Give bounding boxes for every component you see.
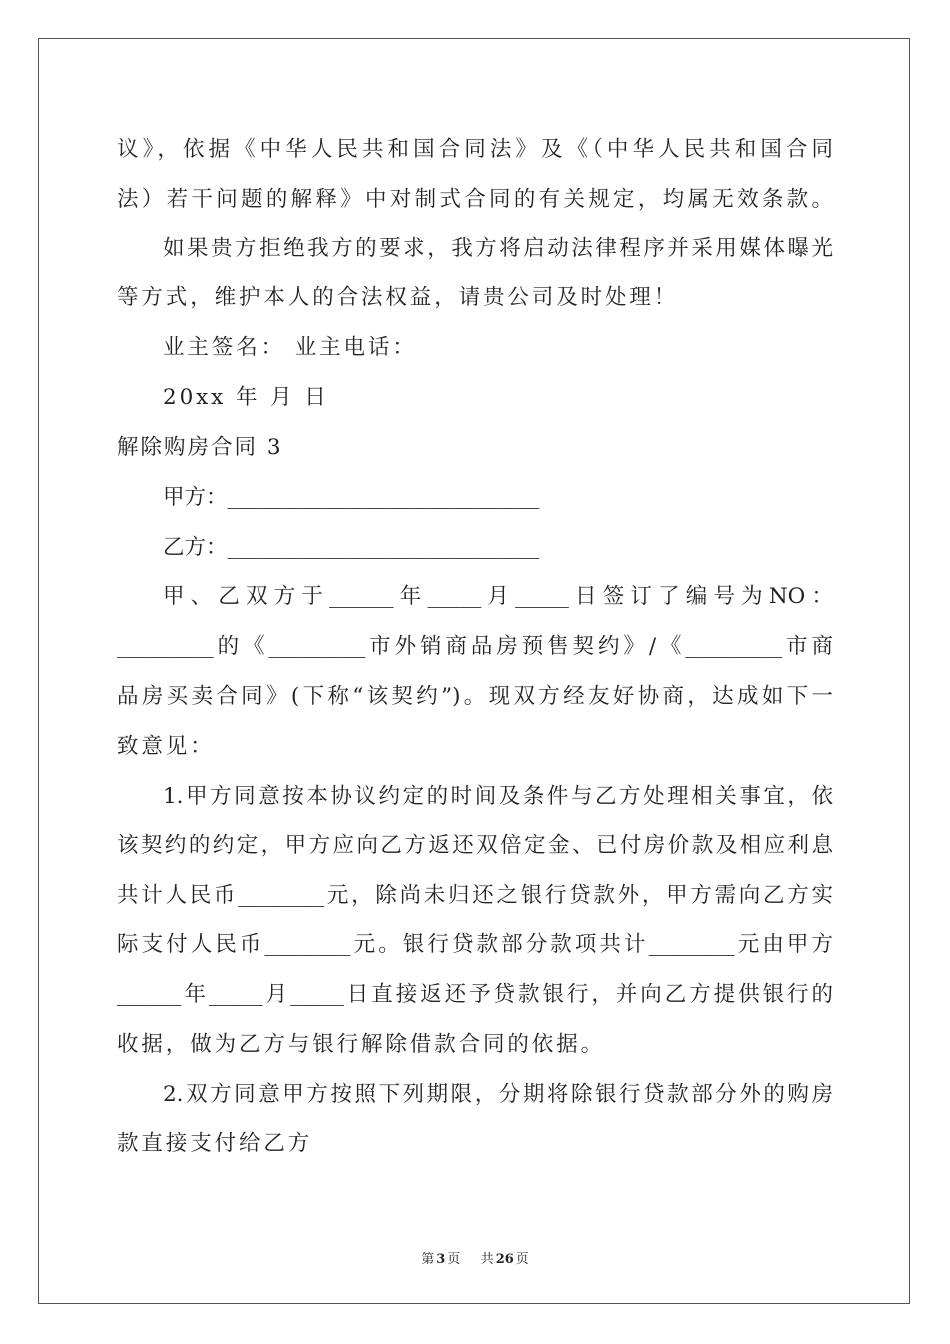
total-prefix: 共 xyxy=(480,1252,494,1267)
text-line: 1.甲方同意按本协议约定的时间及条件与乙方处理相关事宜，依 xyxy=(163,784,833,809)
text-line: 共计人民币________元，除尚未归还之银行贷款外，甲方需向乙方实 xyxy=(117,883,833,908)
text-line: 款直接支付给乙方 xyxy=(117,1131,313,1156)
total-number: 26 xyxy=(495,1252,514,1267)
total-pages xyxy=(479,1252,531,1267)
text-line: 致意见： xyxy=(117,734,215,759)
text-line: 甲、乙双方于______年_____月_____日签订了编号为NO： xyxy=(163,584,833,609)
page-border xyxy=(38,38,910,1304)
text-line: 收据，做为乙方与银行解除借款合同的依据。 xyxy=(117,1032,606,1057)
date-line: 20xx 年 月 日 xyxy=(163,385,329,410)
text-line: ______年_____月_____日直接返还予贷款银行，并向乙方提供银行的 xyxy=(117,982,833,1007)
text-line: 品房买卖合同》(下称“该契约”)。现双方经友好协商，达成如下一 xyxy=(117,684,833,709)
text-line: 等方式，维护本人的合法权益，请贵公司及时处理！ xyxy=(117,285,679,310)
text-line: _________的《_________市外销商品房预售契约》/《_________市商 xyxy=(117,634,833,659)
text-line: 该契约的约定，甲方应向乙方返还双倍定金、已付房价款及相应利息 xyxy=(117,833,833,858)
page-prefix: 第 xyxy=(421,1252,435,1267)
text-line: 议》，依据《中华人民共和国合同法》及《（中华人民共和国合同 xyxy=(117,137,833,162)
party-b-line: 乙方：_____________________________ xyxy=(163,535,540,560)
party-a-line: 甲方：_____________________________ xyxy=(163,485,540,510)
text-line: 2.双方同意甲方按照下列期限，分期将除银行贷款部分外的购房 xyxy=(163,1082,833,1107)
text-line: 际支付人民币________元。银行贷款部分款项共计________元由甲方 xyxy=(117,932,833,957)
text-line: 法）若干问题的解释》中对制式合同的有关规定，均属无效条款。 xyxy=(117,187,833,212)
signature-line: 业主签名： 业主电话： xyxy=(163,335,417,360)
section-heading: 解除购房合同 3 xyxy=(117,435,283,460)
text-line: 如果贵方拒绝我方的要求，我方将启动法律程序并采用媒体曝光 xyxy=(163,236,833,261)
page-indicator xyxy=(419,1252,462,1267)
total-suffix: 页 xyxy=(515,1252,529,1267)
page-number: 3 xyxy=(436,1252,446,1267)
page-suffix: 页 xyxy=(447,1252,461,1267)
page-footer xyxy=(0,1248,950,1267)
